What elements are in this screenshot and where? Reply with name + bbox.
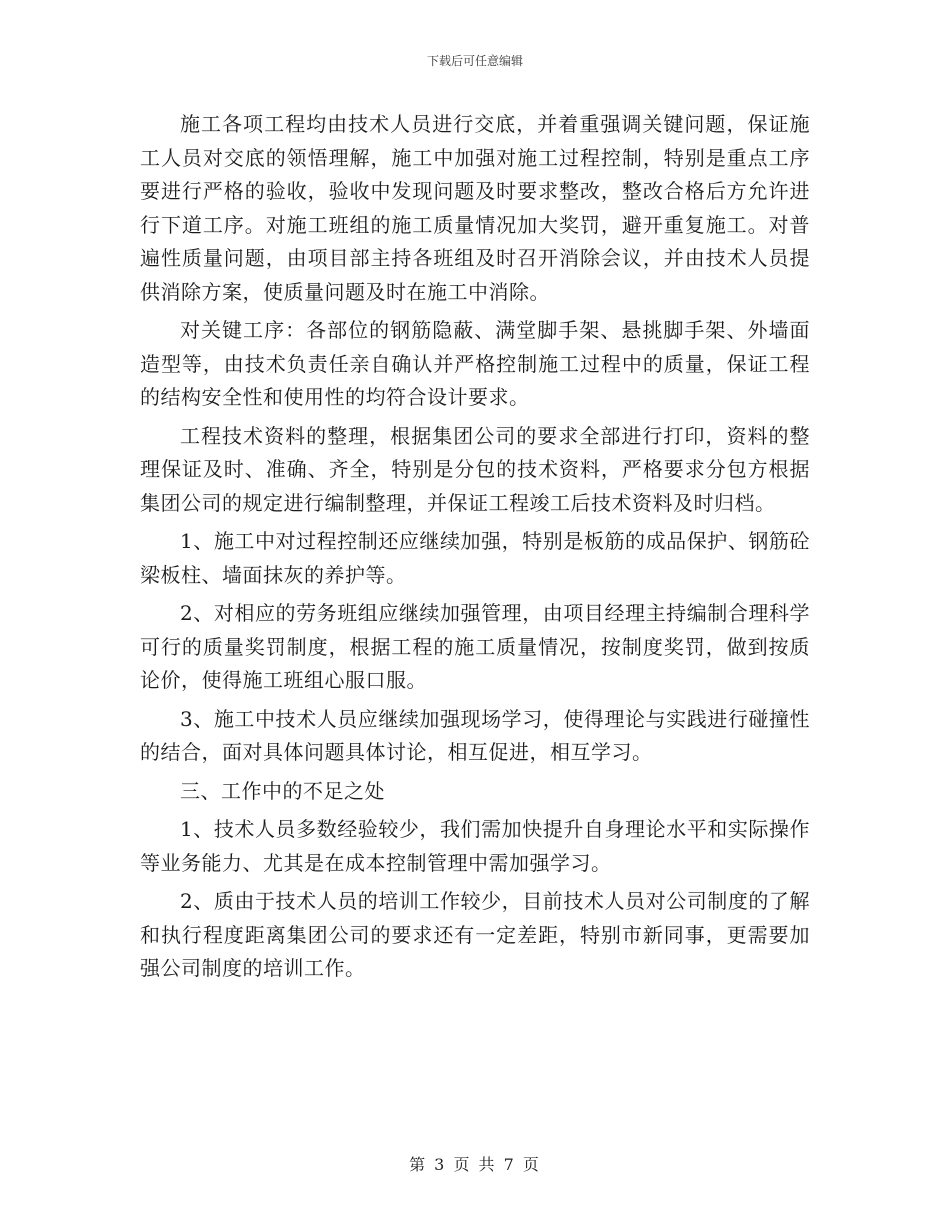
list-item: 2、对相应的劳务班组应继续加强管理，由项目经理主持编制合理科学可行的质量奖罚制度，根据工程的施工质量情况，按制度奖罚，做到按质论价，使得施工班组心服口服。 xyxy=(140,601,810,692)
section-heading: 三、工作中的不足之处 xyxy=(180,778,385,803)
page-header: 下载后可任意编辑 xyxy=(426,54,523,68)
list-item: 3、施工中技术人员应继续加强现场学习，使得理论与实践进行碰撞性的结合，面对具体问题具体讨论，相互促进，相互学习。 xyxy=(140,706,810,764)
paragraph: 施工各项工程均由技术人员进行交底，并着重强调关键问题，保证施工人员对交底的领悟理解，施工中加强对施工过程控制，特别是重点工序要进行严格的验收，验收中发现问题及时要求整改，整改合格后方允许进行下道工序。对施工班组的施工质量情况加大奖罚，避开重复施工。对普遍性质量问题，由项目部主持各班组及时召开消除会议，并由技术人员提供消除方案，使质量问题及时在施工中消除。 xyxy=(140,112,810,304)
list-item: 1、技术人员多数经验较少，我们需加快提升自身理论水平和实际操作等业务能力、尤其是在成本控制管理中需加强学习。 xyxy=(140,817,810,875)
list-item: 1、施工中对过程控制还应继续加强，特别是板筋的成品保护、钢筋砼梁板柱、墙面抹灰的养护等。 xyxy=(140,529,810,587)
page-footer: 第 3 页 共 7 页 xyxy=(409,1155,541,1174)
list-item: 2、质由于技术人员的培训工作较少，目前技术人员对公司制度的了解和执行程度距离集团公司的要求还有一定差距，特别市新同事，更需要加强公司制度的培训工作。 xyxy=(140,889,810,980)
document-body xyxy=(140,108,810,991)
paragraph: 对关键工序：各部位的钢筋隐蔽、满堂脚手架、悬挑脚手架、外墙面造型等，由技术负责任亲自确认并严格控制施工过程中的质量，保证工程的结构安全性和使用性的均符合设计要求。 xyxy=(140,318,810,409)
paragraph: 工程技术资料的整理，根据集团公司的要求全部进行打印，资料的整理保证及时、准确、齐全，特别是分包的技术资料，严格要求分包方根据集团公司的规定进行编制整理，并保证工程竣工后技术资料及时归档。 xyxy=(140,423,810,515)
